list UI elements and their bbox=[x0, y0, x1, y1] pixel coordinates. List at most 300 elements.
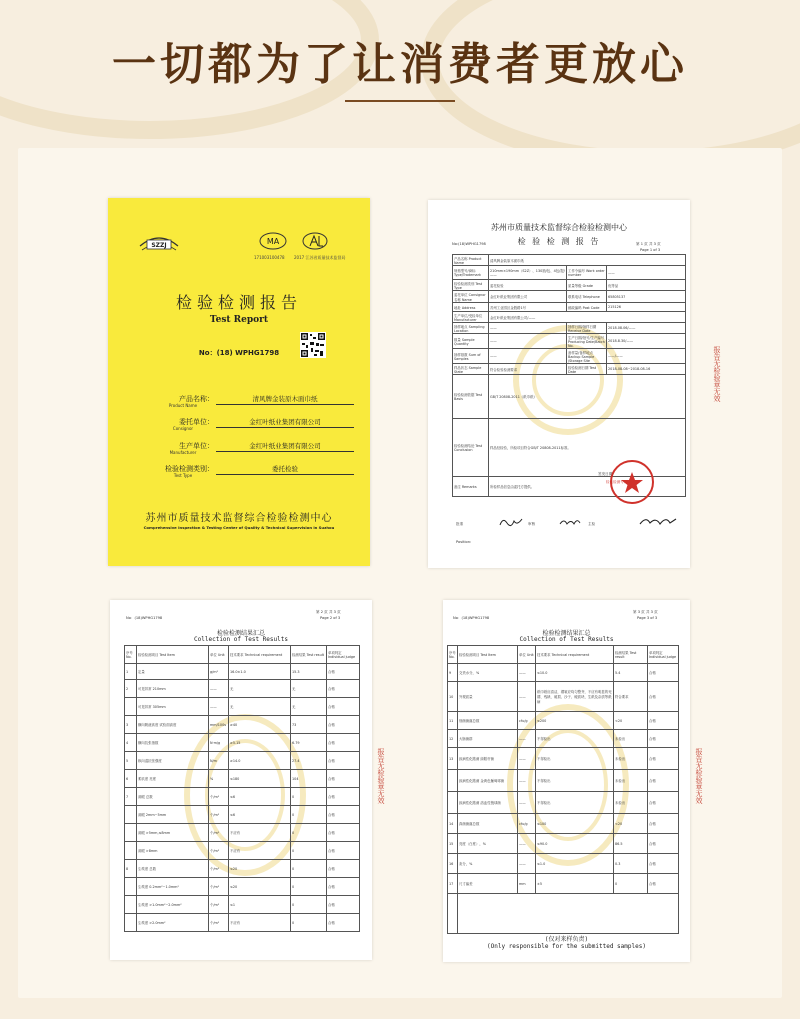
table-cell: 外观质量 bbox=[458, 682, 518, 712]
table-cell: cfu/g bbox=[518, 814, 536, 834]
table-row bbox=[125, 878, 360, 896]
page3-page-of: 第 3 页 共 3 页 bbox=[633, 610, 658, 614]
table-cell: 个/m² bbox=[209, 878, 229, 896]
table-row bbox=[453, 312, 686, 323]
table-cell: 无 bbox=[291, 698, 327, 716]
signature-approver-icon bbox=[498, 516, 524, 528]
table-cell: 10 bbox=[448, 682, 458, 712]
table-cell: 0 bbox=[291, 788, 327, 806]
table-cell: 合格 bbox=[327, 664, 360, 680]
page2-page-of-en: Page 2 of 3 bbox=[320, 616, 341, 620]
table-cell: 16 bbox=[448, 854, 458, 874]
table-cell: 检验检测日期 Test Date bbox=[567, 364, 607, 375]
table-cell: 致病性化脓菌 金黄色葡萄球菌 bbox=[458, 770, 518, 792]
table-row bbox=[448, 874, 679, 894]
table-cell: ≤20 bbox=[229, 878, 291, 896]
signature-reviewer-icon bbox=[558, 516, 582, 528]
table-cell: 11 bbox=[448, 712, 458, 730]
table-cell: 联系电话 Telephone bbox=[567, 291, 607, 303]
table-cell bbox=[125, 698, 137, 716]
table-cell: —— bbox=[518, 748, 536, 770]
table-cell: 致病性化脓菌 溶血性链球菌 bbox=[458, 792, 518, 814]
table-row bbox=[453, 280, 686, 291]
table-cell: ≥14.0 bbox=[229, 752, 291, 770]
table-cell: 5.4 bbox=[614, 664, 648, 682]
table-cell: —— bbox=[607, 266, 686, 280]
page1-title: 检 验 检 测 报 告 bbox=[517, 237, 601, 246]
table-cell: ≤100 bbox=[536, 814, 614, 834]
table-cell: 65805137 bbox=[607, 291, 686, 303]
table-cell: 合格 bbox=[648, 792, 679, 814]
szzj-logo-text: SZZJ bbox=[151, 242, 167, 249]
table-cell: 检验检测依据 Test Basis bbox=[453, 375, 489, 419]
table-row bbox=[448, 748, 679, 770]
table-cell: —— bbox=[489, 349, 567, 364]
page3-results-table bbox=[447, 645, 679, 934]
cover-org-en: Comprehensive Inspection & Testing Center of Quality & Technical Supervision in Suzhou bbox=[143, 525, 335, 530]
table-cell: 致病性化脓菌 绿脓杆菌 bbox=[458, 748, 518, 770]
field-label-en: Consignor bbox=[172, 426, 194, 431]
table-cell: 不得检出 bbox=[536, 730, 614, 748]
sign-date-label: 签发日期： bbox=[598, 472, 616, 476]
page3-title-cn: 检验检测结果汇总 bbox=[542, 630, 591, 637]
page2-results-table bbox=[124, 645, 360, 932]
table-cell: ±5 bbox=[536, 874, 614, 894]
table-cell: 合格 bbox=[327, 752, 360, 770]
table-cell: 合格 bbox=[327, 860, 360, 878]
page1-side-note: 报告无检验章无效 bbox=[713, 346, 721, 402]
table-cell: 生产单位/受检单位 Manufacturer bbox=[453, 312, 489, 323]
table-cell: N/m bbox=[209, 752, 229, 770]
table-cell: 合格 bbox=[648, 770, 679, 792]
table-cell: 8 bbox=[125, 860, 137, 878]
field-value: 委托检验 bbox=[216, 464, 354, 475]
table-cell: 尘埃度 总数 bbox=[137, 860, 209, 878]
table-cell: 2018.8.30/—— bbox=[607, 334, 686, 349]
table-cell: mm bbox=[518, 874, 536, 894]
report-cover bbox=[108, 198, 370, 566]
table-cell: 合格 bbox=[327, 788, 360, 806]
table-cell: 可见异常 305mm bbox=[137, 698, 209, 716]
field-label-en: Manufacturer bbox=[169, 450, 197, 455]
table-cell: 尘埃度 >2.0mm² bbox=[137, 914, 209, 932]
table-cell: 合格 bbox=[327, 914, 360, 932]
table-cell bbox=[125, 914, 137, 932]
table-cell: 合格 bbox=[327, 680, 360, 698]
page3-number: No：(18)WPHG1798 bbox=[453, 616, 490, 620]
table-cell: 样品经检验，所检项目符合GB/T 20808-2011标准。 bbox=[489, 419, 686, 477]
table-cell: ——/—— bbox=[607, 349, 686, 364]
signature-editor-icon bbox=[638, 514, 678, 528]
table-row bbox=[125, 680, 360, 698]
cal-caption: 2017 江苏省质量技术监督局 bbox=[294, 255, 346, 260]
table-cell: % bbox=[209, 770, 229, 788]
table-cell: 个/m² bbox=[209, 788, 229, 806]
table-cell: —— bbox=[209, 698, 229, 716]
table-row bbox=[125, 824, 360, 842]
table-cell: 尘埃度 0.2mm²~1.0mm² bbox=[137, 878, 209, 896]
cover-title-en: Test Report bbox=[209, 315, 269, 325]
table-cell: 6.79 bbox=[291, 734, 327, 752]
table-cell: 符合要求 bbox=[614, 682, 648, 712]
table-cell: 合格 bbox=[648, 874, 679, 894]
page3-footer-cn: (仅对来样负责) bbox=[544, 936, 589, 943]
table-cell: 序号 No. bbox=[125, 646, 137, 664]
table-cell: 12 bbox=[448, 730, 458, 748]
table-row bbox=[453, 291, 686, 303]
table-cell: 104 bbox=[291, 770, 327, 788]
table-cell: <20 bbox=[614, 712, 648, 730]
table-cell: ≤6 bbox=[229, 806, 291, 824]
table-cell: 13 bbox=[448, 748, 458, 770]
table-row bbox=[448, 770, 679, 792]
report-page-2 bbox=[110, 600, 372, 960]
table-row bbox=[448, 894, 679, 934]
table-cell: 合格 bbox=[648, 854, 679, 874]
table-cell: cfu/g bbox=[518, 712, 536, 730]
table-cell: 检测结果 Test result bbox=[291, 646, 327, 664]
table-cell: 质量等级 Grade bbox=[567, 280, 607, 291]
table-cell: —— bbox=[518, 792, 536, 814]
table-cell: 210mm×190mm（S2Z）、130抽/包、4包/提/—— bbox=[489, 266, 567, 280]
page1-org: 苏州市质量技术监督综合检验检测中心 bbox=[491, 223, 627, 232]
table-cell: 优等品 bbox=[607, 280, 686, 291]
table-cell bbox=[125, 842, 137, 860]
page2-title-cn: 检验检测结果汇总 bbox=[216, 630, 265, 637]
table-cell: 单位 Unit bbox=[209, 646, 229, 664]
table-cell: 横向抗张指数 bbox=[137, 734, 209, 752]
field-label: 检验检测类别： bbox=[165, 465, 214, 473]
table-cell: —— bbox=[518, 664, 536, 682]
position-label: Position: bbox=[456, 540, 472, 544]
table-cell: 个/m² bbox=[209, 896, 229, 914]
table-row bbox=[453, 349, 686, 364]
table-cell: 未检出 bbox=[614, 770, 648, 792]
table-cell: 不得检出 bbox=[536, 748, 614, 770]
table-cell: 个/m² bbox=[209, 860, 229, 878]
table-cell: 检验检测项目 Test Item bbox=[137, 646, 209, 664]
field-label-en: Product Name bbox=[168, 403, 198, 408]
cover-field-consignor bbox=[136, 417, 356, 437]
table-cell: 0 bbox=[291, 824, 327, 842]
table-cell: 17 bbox=[448, 874, 458, 894]
cma-caption: 171003100478 bbox=[254, 255, 285, 260]
table-cell: 86.5 bbox=[614, 834, 648, 854]
table-cell: 检验检测类别 Test Type bbox=[453, 280, 489, 291]
table-cell: 所检样品信息由委托方提供。 bbox=[489, 477, 686, 497]
table-cell: 合格 bbox=[327, 896, 360, 914]
table-cell: 未检出 bbox=[614, 748, 648, 770]
table-cell bbox=[448, 894, 458, 934]
table-row bbox=[453, 375, 686, 419]
table-cell: 灰分，% bbox=[458, 854, 518, 874]
table-cell: 不应有 bbox=[229, 824, 291, 842]
table-cell: 7 bbox=[125, 788, 137, 806]
table-cell: ≥5.15 bbox=[229, 734, 291, 752]
table-cell: 个/m² bbox=[209, 824, 229, 842]
table-cell: 16.0±1.0 bbox=[229, 664, 291, 680]
table-row bbox=[448, 834, 679, 854]
table-row bbox=[448, 854, 679, 874]
table-cell: 个/m² bbox=[209, 806, 229, 824]
table-row bbox=[448, 792, 679, 814]
cover-title-cn: 检验检测报告 bbox=[175, 293, 302, 312]
table-cell: 检验检测结论 Test Conclusion bbox=[453, 419, 489, 477]
field-label: 生产单位： bbox=[179, 442, 214, 450]
table-row bbox=[125, 806, 360, 824]
table-row bbox=[453, 364, 686, 375]
table-cell: ≥40 bbox=[229, 716, 291, 734]
approver-label: 批准 bbox=[456, 522, 464, 526]
table-cell: 苏州工业园区金胜路1号 bbox=[489, 303, 567, 312]
table-row bbox=[125, 914, 360, 932]
page2-page-of: 第 2 页 共 3 页 bbox=[316, 610, 341, 614]
table-cell: ≤20 bbox=[229, 860, 291, 878]
table-row bbox=[448, 646, 679, 664]
cover-field-test-type bbox=[136, 464, 356, 484]
table-cell: 单项判定 Individual judge bbox=[648, 646, 679, 664]
page1-page-of: 第 1 页 共 3 页 bbox=[636, 242, 661, 246]
table-cell: 合格 bbox=[327, 842, 360, 860]
table-cell: 邮政编码 Post Code bbox=[567, 303, 607, 312]
table-cell: 不得检出 bbox=[536, 770, 614, 792]
table-cell: 洞眼 >8mm bbox=[137, 842, 209, 860]
table-row bbox=[125, 752, 360, 770]
table-cell: —— bbox=[518, 854, 536, 874]
table-cell: 委托检验 bbox=[489, 280, 567, 291]
table-cell: 生产日期/批号/生产编号 Producing Date/Batch No. bbox=[568, 335, 605, 348]
table-cell: 纵向湿抗张强度 bbox=[137, 752, 209, 770]
table-cell: 数量 Sample Quantity bbox=[453, 334, 489, 349]
table-cell bbox=[448, 770, 458, 792]
table-cell: 27.4 bbox=[291, 752, 327, 770]
table-cell: 合格 bbox=[648, 712, 679, 730]
table-cell: 合格 bbox=[648, 834, 679, 854]
table-cell: 6 bbox=[125, 770, 137, 788]
table-cell: 定量 bbox=[137, 664, 209, 680]
table-cell: <20 bbox=[614, 814, 648, 834]
table-cell: 符合检验检测要求 bbox=[489, 364, 567, 375]
table-cell: 未检出 bbox=[614, 730, 648, 748]
table-cell: 个/m² bbox=[209, 914, 229, 932]
table-cell: 委托单位 Consignor 名称 Name bbox=[453, 291, 489, 303]
table-cell: 单位 Unit bbox=[518, 646, 536, 664]
table-cell: ≤1.0 bbox=[536, 854, 614, 874]
table-cell: —— bbox=[209, 680, 229, 698]
table-cell: 细菌菌落总数 bbox=[458, 712, 518, 730]
table-cell: —— bbox=[518, 730, 536, 748]
table-row bbox=[453, 255, 686, 266]
table-cell: 4 bbox=[125, 734, 137, 752]
seal-caption: 检验检测专用章 bbox=[606, 480, 632, 484]
table-cell: 2018.08.06/—— bbox=[607, 323, 686, 334]
table-cell: 洞眼 >5mm,≤8mm bbox=[137, 824, 209, 842]
table-cell: 抽样地点 Sampling Location bbox=[453, 323, 489, 334]
reviewer-label: 审核 bbox=[528, 522, 536, 526]
table-cell: —— bbox=[518, 682, 536, 712]
table-cell: 0 bbox=[291, 806, 327, 824]
table-row bbox=[448, 814, 679, 834]
table-cell: 样品状态 Sample State bbox=[453, 364, 489, 375]
table-cell: 尘埃度 >1.0mm²~2.0mm² bbox=[137, 896, 209, 914]
page3-side-note: 报告无检验章无效 bbox=[695, 748, 703, 804]
table-cell bbox=[125, 878, 137, 896]
cover-field-product bbox=[136, 394, 356, 414]
table-cell: 个/m² bbox=[209, 842, 229, 860]
table-row bbox=[448, 682, 679, 712]
table-cell: —— bbox=[489, 334, 567, 349]
table-cell: 技术要求 Technical requirement bbox=[536, 646, 614, 664]
table-cell: 备注 Remarks bbox=[453, 477, 489, 497]
table-cell: 15 bbox=[448, 834, 458, 854]
table-cell: 0 bbox=[614, 874, 648, 894]
table-cell: 洞眼 2mm~5mm bbox=[137, 806, 209, 824]
editor-label: 主检 bbox=[588, 522, 596, 526]
page2-title-en: Collection of Test Results bbox=[194, 636, 288, 643]
table-cell: 检验检测项目 Test Item bbox=[458, 646, 518, 664]
table-cell: 纸巾纸应清洁，褶皱应均匀整齐，不应有明显的死褶、残缺、破损、沙子、硬质块、生纸及杂质等纸病 bbox=[536, 682, 614, 712]
table-cell: 合格 bbox=[327, 878, 360, 896]
table-row bbox=[125, 734, 360, 752]
table-cell: 9 bbox=[448, 664, 458, 682]
table-cell: 合格 bbox=[648, 682, 679, 712]
table-cell: 不应有 bbox=[229, 914, 291, 932]
table-cell: 亮度（白度），% bbox=[458, 834, 518, 854]
table-cell bbox=[458, 894, 679, 934]
table-cell: 0 bbox=[291, 896, 327, 914]
table-cell: 清风牌金装原木面巾纸 bbox=[489, 255, 686, 266]
table-cell: ≤1 bbox=[229, 896, 291, 914]
szzj-logo-icon bbox=[138, 232, 180, 254]
field-value: 清风牌金装原木面巾纸 bbox=[216, 394, 354, 405]
table-cell: 0.3 bbox=[614, 854, 648, 874]
table-row bbox=[448, 664, 679, 682]
cma-logo-icon bbox=[258, 232, 288, 254]
table-cell: 可见异常 210mm bbox=[137, 680, 209, 698]
table-cell: 交货水分，% bbox=[458, 664, 518, 682]
table-cell: 1 bbox=[125, 664, 137, 680]
table-cell: ≤200 bbox=[536, 712, 614, 730]
table-cell: 真菌菌落总数 bbox=[458, 814, 518, 834]
table-cell: 抽样日期/抽样日期 Receive Date bbox=[567, 323, 607, 334]
report-page-3 bbox=[443, 600, 690, 962]
table-cell: 合格 bbox=[648, 814, 679, 834]
table-cell: 序号 No. bbox=[448, 646, 458, 664]
table-cell: g/m² bbox=[209, 664, 229, 680]
table-cell: GB/T 20808-2011《纸巾纸》 bbox=[489, 375, 686, 419]
table-cell: 无 bbox=[291, 680, 327, 698]
table-cell: 0 bbox=[291, 914, 327, 932]
table-cell bbox=[448, 792, 458, 814]
table-cell: 合格 bbox=[327, 698, 360, 716]
table-cell: 工作令编号 Work order number bbox=[567, 266, 607, 280]
page3-page-of-en: Page 3 of 3 bbox=[637, 616, 658, 620]
table-cell: 横向吸液高度 试验面高度 bbox=[137, 716, 209, 734]
table-cell bbox=[125, 806, 137, 824]
table-row bbox=[453, 334, 686, 349]
table-cell: 抽样基数 Sum of Samples bbox=[453, 349, 489, 364]
table-row bbox=[125, 770, 360, 788]
table-row bbox=[453, 303, 686, 312]
table-cell bbox=[125, 896, 137, 914]
cal-logo-icon bbox=[300, 232, 330, 254]
table-cell: 0 bbox=[291, 860, 327, 878]
table-cell: 大肠菌群 bbox=[458, 730, 518, 748]
table-cell: 检测结果 Test result bbox=[614, 646, 648, 664]
table-row bbox=[125, 698, 360, 716]
cover-field-manufacturer bbox=[136, 441, 356, 461]
table-cell: ≤90.0 bbox=[536, 834, 614, 854]
table-cell: —— bbox=[489, 323, 567, 334]
table-cell: 合格 bbox=[648, 748, 679, 770]
table-cell: 合格 bbox=[648, 730, 679, 748]
table-cell: 地址 Address bbox=[453, 303, 489, 312]
cover-org-cn: 苏州市质量技术监督综合检验检测中心 bbox=[145, 513, 333, 524]
table-cell: 规格型号/商标 Type/Trademark bbox=[453, 266, 489, 280]
table-cell: 0 bbox=[291, 878, 327, 896]
table-cell: 合格 bbox=[648, 664, 679, 682]
table-cell: 合格 bbox=[327, 770, 360, 788]
table-row bbox=[125, 664, 360, 680]
table-cell: 无 bbox=[229, 698, 291, 716]
table-cell: 合格 bbox=[327, 716, 360, 734]
table-cell bbox=[125, 824, 137, 842]
cover-report-number: No：(18) WPHG1798 bbox=[198, 349, 280, 357]
table-cell: 未检出 bbox=[614, 792, 648, 814]
table-cell: 合格 bbox=[327, 734, 360, 752]
table-cell: 无 bbox=[229, 680, 291, 698]
table-cell: ≤10.0 bbox=[536, 664, 614, 682]
field-label: 委托单位： bbox=[179, 418, 214, 426]
table-cell: 15.3 bbox=[291, 664, 327, 680]
table-cell: 产品名称 Product Name bbox=[453, 255, 489, 266]
page1-number: No:(18)WPHG1798 bbox=[452, 242, 486, 246]
table-cell: 金红叶纸业集团有限公司 bbox=[489, 291, 567, 303]
page3-title-en: Collection of Test Results bbox=[519, 636, 614, 643]
table-row bbox=[125, 842, 360, 860]
table-cell: 215126 bbox=[607, 303, 686, 312]
table-row bbox=[125, 716, 360, 734]
page-title: 一切都为了让消费者更放心 bbox=[112, 39, 688, 90]
table-cell: 合格 bbox=[327, 806, 360, 824]
table-cell: 备样量/备样地点 Backup Sample /Storage Site bbox=[567, 349, 607, 364]
table-cell: 金红叶纸业集团有限公司/—— bbox=[489, 312, 686, 323]
table-cell: 14 bbox=[448, 814, 458, 834]
table-cell: 合格 bbox=[327, 824, 360, 842]
table-cell: 0 bbox=[291, 842, 327, 860]
table-cell: N·m/g bbox=[209, 734, 229, 752]
page2-number: No：(18)WPHG1798 bbox=[126, 616, 163, 620]
field-label-en: Test Type bbox=[173, 473, 193, 478]
table-cell: mm/100s bbox=[209, 716, 229, 734]
table-cell: 不应有 bbox=[229, 842, 291, 860]
table-cell: 不得检出 bbox=[536, 792, 614, 814]
page3-footer-en: (Only responsible for the submitted samples) bbox=[487, 943, 646, 950]
field-value: 金红叶纸业集团有限公司 bbox=[216, 441, 354, 452]
report-page-1 bbox=[428, 200, 690, 568]
table-cell: 洞眼 总数 bbox=[137, 788, 209, 806]
table-cell: —— bbox=[518, 834, 536, 854]
table-row bbox=[125, 896, 360, 914]
table-row bbox=[448, 730, 679, 748]
table-cell: ≤180 bbox=[229, 770, 291, 788]
table-row bbox=[453, 323, 686, 334]
table-cell: 3 bbox=[125, 716, 137, 734]
field-label: 产品名称： bbox=[179, 395, 214, 403]
page2-side-note: 报告无检验章无效 bbox=[377, 748, 385, 804]
table-row bbox=[448, 712, 679, 730]
table-cell: 单项判定 Individual judge bbox=[327, 646, 360, 664]
